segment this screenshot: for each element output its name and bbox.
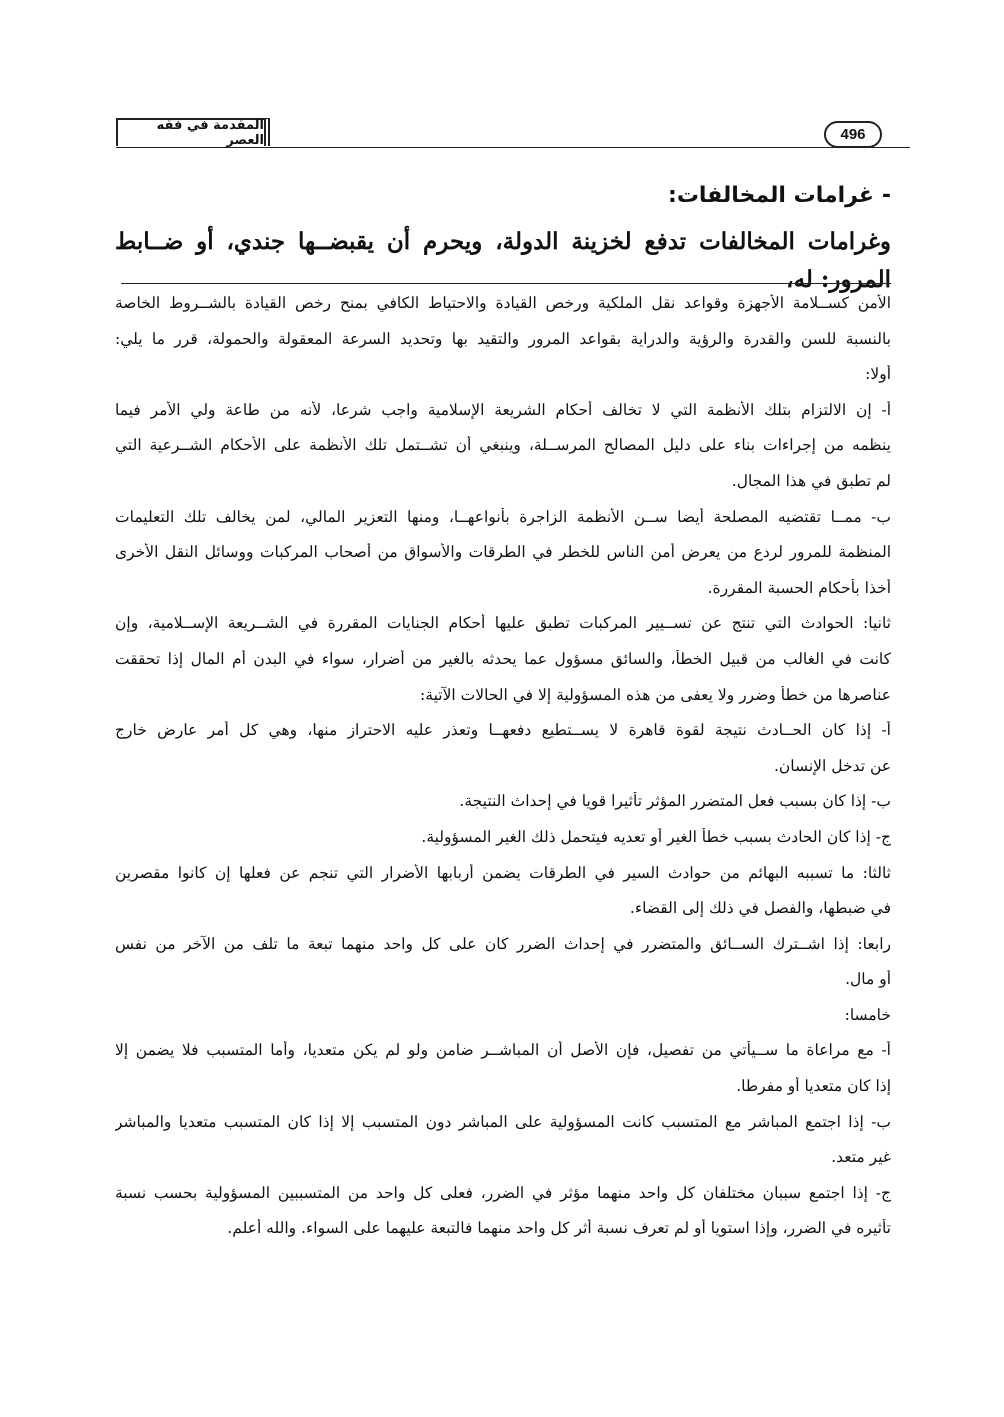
note-line: الأمن كســلامة الأجهزة وقواعد نقل الملكية ورخص القيادة والاحتياط الكافي بمنح رخص القيادة بالشــروط الخاصة <box>115 294 891 312</box>
note-line: المنظمة للمرور لردع من يعرض أمن الناس للخطر في الطرقات والأسواق من أصحاب المركبات ووسائل النقل الأخرى <box>115 543 891 562</box>
note-line: ج- إذا اجتمع سببان مختلفان كل واحد منهما مؤثر في الضرر، فعلى كل واحد من المتسببين المسؤولية بحسب نسبة <box>115 1183 891 1202</box>
note-line: في ضبطها، والفصل في ذلك إلى القضاء. <box>629 899 891 918</box>
note-line: ب- ممــا تقتضيه المصلحة أيضا ســن الأنظمة الزاجرة بأنواعهــا، ومنها التعزير المالي، لمن يخالف تلك التعليمات <box>115 507 891 526</box>
footnote-text <box>115 294 891 1255</box>
heading-dash: - <box>881 182 891 208</box>
book-title: المقدمة في فقه العصر <box>116 118 270 146</box>
section-title: غرامات المخالفات: <box>668 182 874 208</box>
note-line: ينظمه من إجراءات بناء على دليل المصالح المرســلة، وينبغي أن تشــتمل تلك الأنظمة على الأحكام الشــرعية التي <box>115 436 891 455</box>
note-line: أولا: <box>865 365 891 384</box>
note-line: أخذا بأحكام الحسبة المقررة. <box>707 578 891 597</box>
footnote-separator <box>121 283 891 284</box>
note-line: أ- مع مراعاة ما ســيأتي من تفصيل، فإن الأصل أن المباشــر ضامن ولو لم يكن متعديا، وأما المتسبب فلا يضمن إلا <box>115 1041 891 1060</box>
note-line: إذا كان متعديا أو مفرطا. <box>736 1077 891 1096</box>
note-line: بالنسبة للسن والقدرة والرؤية والدراية بقواعد المرور والتقيد بها وتحديد السرعة المعقولة والحمولة، قرر ما يلي: <box>115 329 891 348</box>
note-line: ثالثا: ما تسببه البهائم من حوادث السير في الطرقات يضمن أربابها الأضرار التي تنجم عن فعلها إن كانوا مقصرين <box>115 863 891 882</box>
main-paragraph: وغرامات المخالفات تدفع لخزينة الدولة، ويحرم أن يقبضــها جندي، أو ضــابط المرور: له، <box>115 228 891 293</box>
note-line: أ- إذا كان الحــادث نتيجة لقوة قاهرة لا يســتطيع دفعهــا وتعذر عليه الاحتراز منها، وهي كل أمر عارض خارج <box>115 721 891 740</box>
note-line: ب- إذا اجتمع المباشر مع المتسبب كانت المسؤولية على المباشر دون المتسبب إلا إذا كان المتسبب متعديا والمباشر <box>115 1112 891 1131</box>
note-line: كانت في الغالب من قبيل الخطأ، والسائق مسؤول عما يحدثه بالغير من أضرار، سواء في البدن أم المال إذا تحققت <box>115 649 891 668</box>
note-line: رابعا: إذا اشــترك الســائق والمتضرر في إحداث الضرر كان على كل واحد منهما تبعة ما تلف من الآخر من نفس <box>115 934 891 953</box>
note-line: أو مال. <box>845 970 891 989</box>
note-line: أ- إن الالتزام بتلك الأنظمة التي لا تخالف أحكام الشريعة الإسلامية واجب شرعا، لأنه من طاعة ولي الأمر فيما <box>115 400 891 419</box>
page-number: 496 <box>824 121 882 148</box>
section-heading <box>111 178 891 212</box>
note-line: غير متعد. <box>831 1148 891 1167</box>
note-line: لم تطبق في هذا المجال. <box>731 471 891 490</box>
note-line: عناصرها من خطأ وضرر ولا يعفى من هذه المسؤولية إلا في الحالات الآتية: <box>420 685 891 704</box>
note-line: ج- إذا كان الحادث بسبب خطأ الغير أو تعديه فيتحمل ذلك الغير المسؤولية. <box>421 827 891 846</box>
note-line: ثانيا: الحوادث التي تنتج عن تســيير المركبات تطبق عليها أحكام الجنايات المقررة في الشــريعة الإســلامية، وإن <box>115 614 891 633</box>
note-line: تأثيره في الضرر، وإذا استويا أو لم تعرف نسبة أثر كل واحد منهما فالتبعة عليهما على السواء. والله أعلم. <box>227 1219 891 1238</box>
note-line: خامسا: <box>844 1005 891 1024</box>
note-line: عن تدخل الإنسان. <box>774 756 891 775</box>
note-line: ب- إذا كان بسبب فعل المتضرر المؤثر تأثيرا قويا في إحداث النتيجة. <box>459 792 891 811</box>
running-header <box>116 118 910 152</box>
